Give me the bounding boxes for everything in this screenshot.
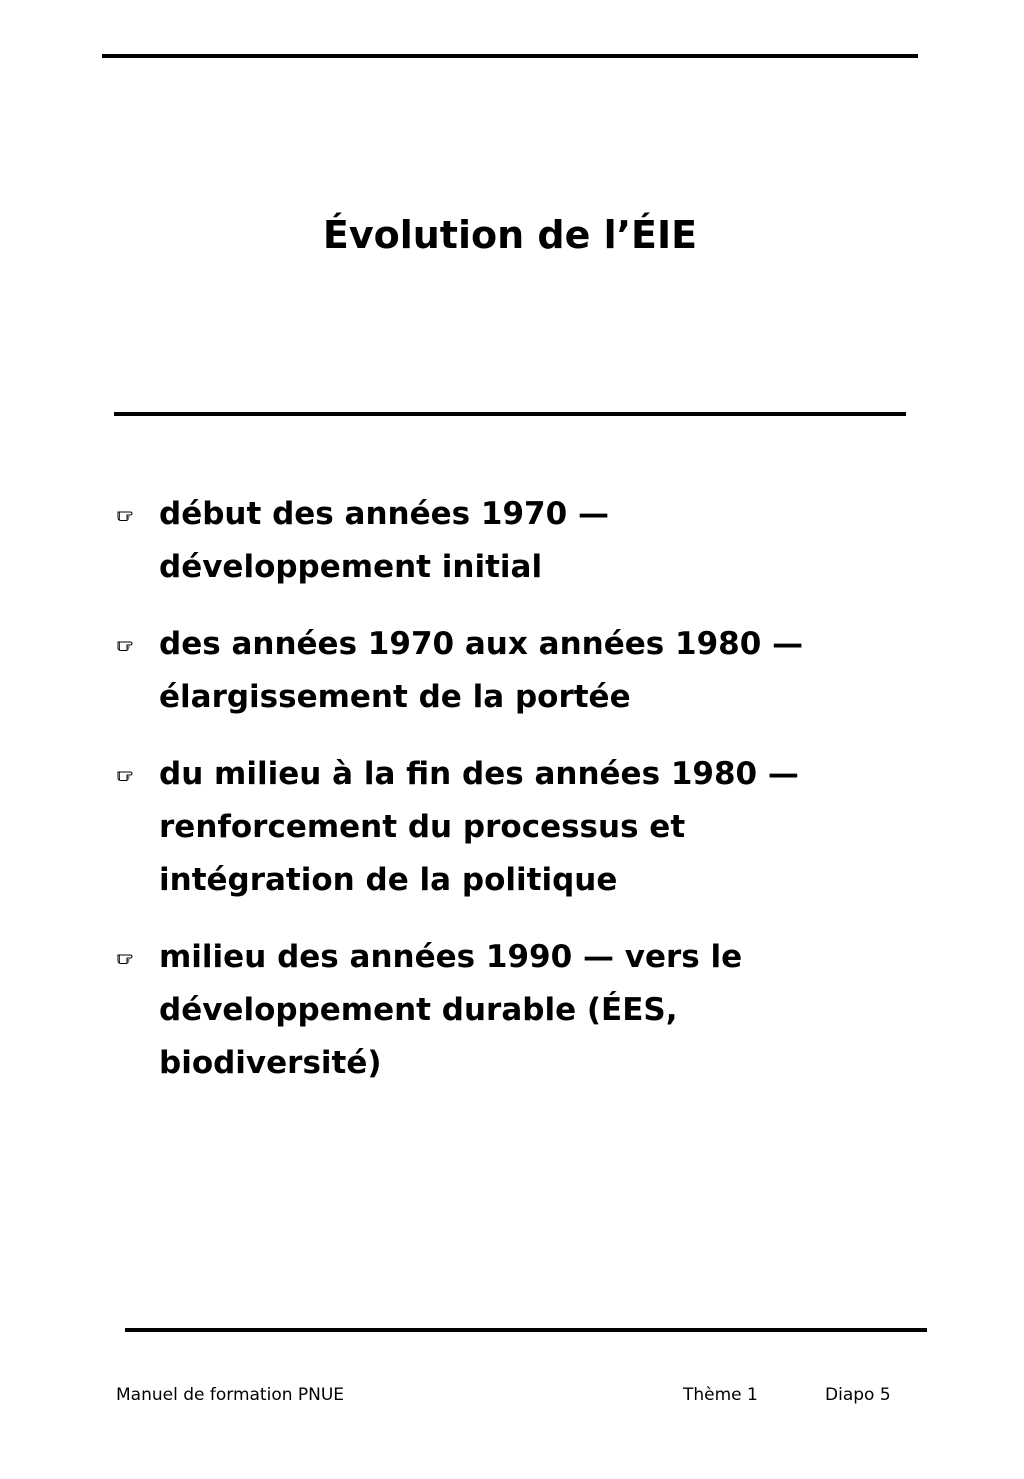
footer-manual-title: Manuel de formation PNUE — [116, 1385, 345, 1405]
bullet-item — [116, 748, 896, 907]
top-rule — [102, 54, 918, 58]
bullet-line: du milieu à la fin des années 1980 — — [159, 756, 799, 792]
bullet-line: milieu des années 1990 — vers le — [159, 939, 743, 975]
bullet-item — [116, 618, 896, 724]
pointing-hand-icon — [116, 931, 140, 984]
title-divider — [114, 412, 906, 416]
pointing-hand-icon — [116, 618, 140, 671]
bullet-line: début des années 1970 — — [159, 496, 609, 532]
pointing-hand-icon — [116, 488, 140, 541]
footer-rule — [125, 1328, 927, 1332]
bullet-line: des années 1970 aux années 1980 — — [159, 626, 804, 662]
bullet-line: biodiversité) — [159, 1045, 382, 1081]
bullet-line: renforcement du processus et — [159, 809, 686, 845]
bullet-line: développement durable (ÉES, — [159, 992, 678, 1028]
footer-theme-number: Thème 1 — [683, 1385, 758, 1405]
bullet-list — [116, 488, 896, 1114]
bullet-item — [116, 931, 896, 1090]
bullet-line: élargissement de la portée — [159, 679, 631, 715]
bullet-line: développement initial — [159, 549, 543, 585]
bullet-line: intégration de la politique — [159, 862, 618, 898]
footer-slide-number: Diapo 5 — [825, 1385, 891, 1405]
pointing-hand-icon — [116, 748, 140, 801]
slide-title: Évolution de l’ÉIE — [322, 213, 698, 257]
bullet-item — [116, 488, 896, 594]
